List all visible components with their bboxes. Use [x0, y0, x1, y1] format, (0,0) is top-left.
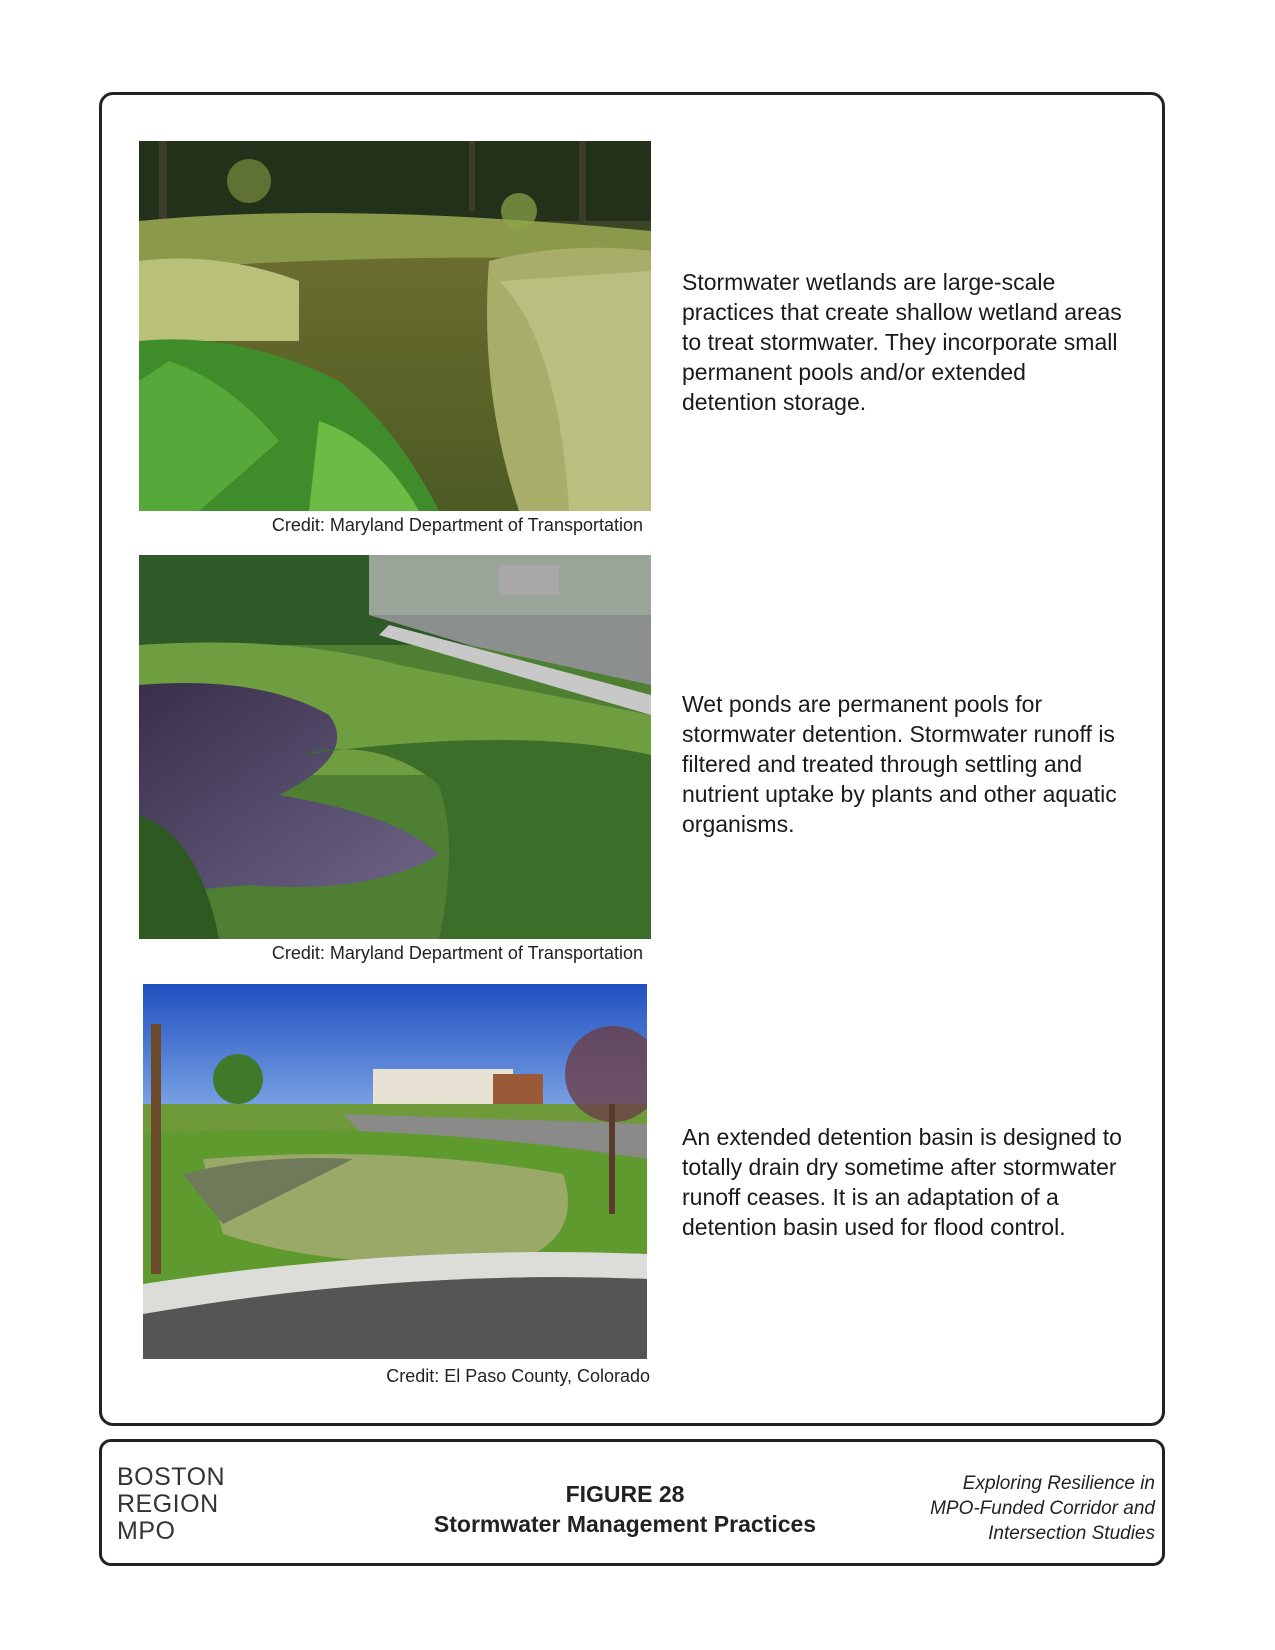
figure-description: An extended detention basin is designed to totally drain dry sometime after stormwater runoff ceases. It is an adaptation of a detention basin used for flood control. [682, 1124, 1122, 1240]
figure-title: Stormwater Management Practices [433, 1511, 817, 1537]
publication-line: MPO-Funded Corridor and [930, 1498, 1155, 1519]
org-line: BOSTON [117, 1463, 226, 1491]
stormwater-wetland-photo [139, 141, 651, 511]
figure-description: Wet ponds are permanent pools for stormwater detention. Stormwater runoff is filtered and treated through settling and nutrient uptake by plants and other aquatic organisms. [682, 691, 1117, 837]
figure-description: Stormwater wetlands are large-scale practices that create shallow wetland areas to treat stormwater. They incorporate small permanent pools and/or extended detention storage. [682, 269, 1122, 415]
photo-credit: Credit: Maryland Department of Transportation [271, 943, 643, 963]
org-line: REGION [117, 1490, 219, 1518]
photo-credit: Credit: El Paso County, Colorado [386, 1366, 650, 1386]
publication-line: Exploring Resilience in [962, 1473, 1155, 1494]
org-logo-text [117, 1464, 225, 1545]
publication-title [930, 1471, 1155, 1546]
figure-number: FIGURE 28 [565, 1481, 685, 1507]
extended-detention-basin-photo [143, 984, 647, 1359]
org-line: MPO [117, 1517, 176, 1545]
wet-pond-photo [139, 555, 651, 939]
publication-line: Intersection Studies [988, 1523, 1155, 1544]
photo-credit: Credit: Maryland Department of Transportation [271, 515, 643, 535]
figure-caption [400, 1479, 850, 1539]
